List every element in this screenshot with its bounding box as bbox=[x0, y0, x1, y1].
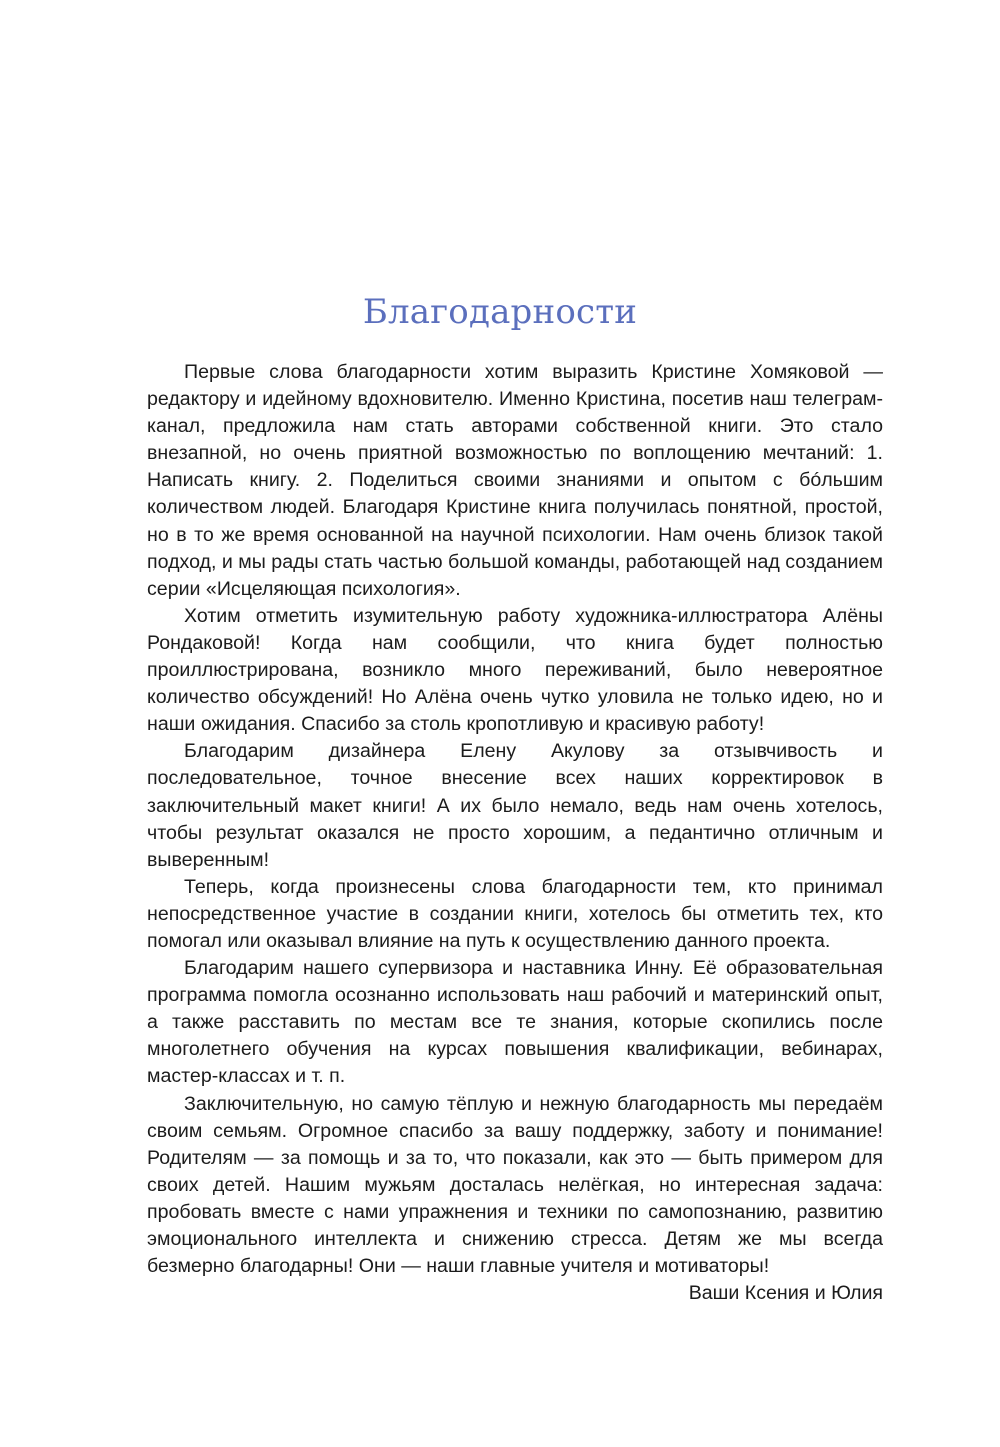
signature: Ваши Ксения и Юлия bbox=[688, 1282, 883, 1305]
page-title: Благодарности bbox=[362, 292, 638, 332]
paragraph-2: Хотим отметить изумительную работу художника-иллюстратора Алёны Рондаковой! Когда нам сообщили, что книга будет полностью проиллюстрирована, возникло много переживаний, было невероятное количество обсуждений! Но Алёна очень чутко уловила не только идею, но и наши ожидания. Спасибо за столь кропотливую и красивую работу! bbox=[147, 604, 883, 736]
acknowledgements-text bbox=[147, 359, 883, 1307]
paragraph-6: Заключительную, но самую тёплую и нежную благодарность мы передаём своим семьям. Огромное спасибо за вашу поддержку, заботу и понимание! Родителям — за помощь и за то, что показали, как это — быть примером для своих детей. Нашим мужьям досталась нелёгкая, но интересная задача: пробовать вместе с нами упражнения и техники по самопознанию, развитию эмоционального интеллекта и снижению стресса. Детям же мы всегда безмерно благодарны! Они — наши главные учителя и мотиваторы! bbox=[147, 1092, 883, 1278]
paragraph-4: Теперь, когда произнесены слова благодарности тем, кто принимал непосредственное участие в создании книги, хотелось бы отметить тех, кто помогал или оказывал влияние на путь к осуществлению данного проекта. bbox=[147, 875, 883, 952]
paragraph-5: Благодарим нашего супервизора и наставника Инну. Её образовательная программа помогла осознанно использовать наш рабочий и материнский опыт, а также расставить по местам все те знания, которые скопились после многолетнего обучения на курсах повышения квалификации, вебинарах, мастер-классах и т. п. bbox=[147, 957, 883, 1088]
paragraph-1: Первые слова благодарности хотим выразить Кристине Хомяковой — редактору и идейному вдохновителю. Именно Кристина, посетив наш телеграм-канал, предложила нам стать авторами собственной книги. Это стало внезапной, но очень приятной возможностью по воплощению мечтаний: 1. Написать книгу. 2. Поделиться своими знаниями и опытом с бóльшим количеством людей. Благодаря Кристине книга получилась понятной, простой, но в то же время основанной на научной психологии. Нам очень близок такой подход, и мы рады стать частью большой команды, работающей над созданием серии «Исцеляющая психология». bbox=[147, 361, 883, 600]
paragraph-3: Благодарим дизайнера Елену Акулову за отзывчивость и последовательное, точное внесение всех наших корректировок в заключительный макет книги! А их было немало, ведь нам очень хотелось, чтобы результат оказался не просто хорошим, а педантично отличным и выверенным! bbox=[147, 740, 883, 871]
